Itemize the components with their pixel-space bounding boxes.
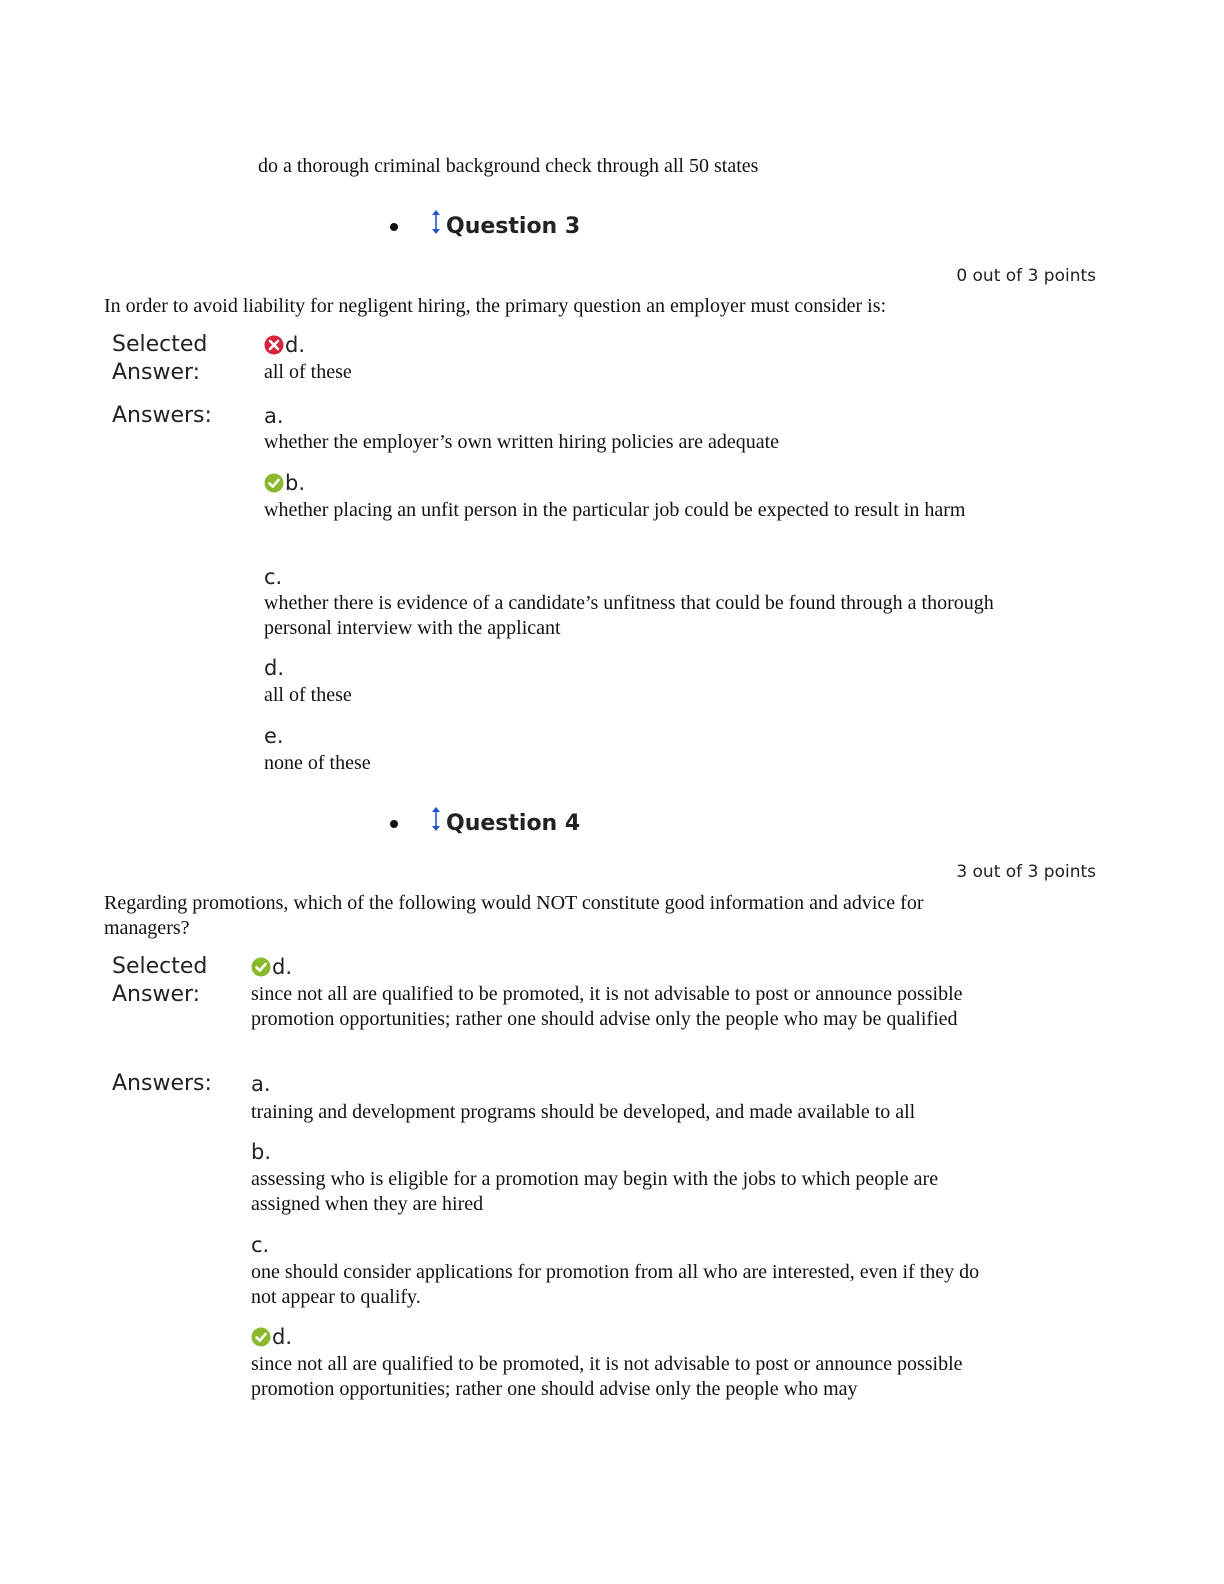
question-title: Question 4 xyxy=(446,810,581,836)
question-text: In order to avoid liability for negligent hiring, the primary question an employer must consider is: xyxy=(104,295,887,317)
question-points: 0 out of 3 points xyxy=(956,266,1096,286)
check-circle-icon xyxy=(264,473,284,493)
question-3-header xyxy=(390,210,580,242)
answers-label: Answers: xyxy=(112,403,212,428)
vertical-arrow-icon[interactable] xyxy=(430,209,442,235)
bullet xyxy=(390,223,398,231)
x-circle-icon xyxy=(264,335,284,355)
check-circle-icon xyxy=(251,957,271,977)
answer-text: one should consider applications for promotion from all who are interested, even if they do not appear to qualify. xyxy=(251,1261,980,1308)
selected-answer-letter: d. xyxy=(264,332,305,358)
answer-letter: a. xyxy=(264,404,284,428)
answer-letter: c. xyxy=(264,565,283,589)
answer-letter: c. xyxy=(251,1233,270,1257)
check-circle-icon xyxy=(251,1327,271,1347)
question-text: Regarding promotions, which of the following would NOT constitute good information and advice for managers? xyxy=(104,892,924,939)
answer-letter: d. xyxy=(264,656,285,680)
answer-letter: b. xyxy=(264,470,305,496)
question-points: 3 out of 3 points xyxy=(956,862,1096,882)
selected-answer-text: all of these xyxy=(264,361,352,383)
question-title: Question 3 xyxy=(446,213,581,239)
answer-text: whether there is evidence of a candidate’s unfitness that could be found through a thorough personal interview with the applicant xyxy=(264,592,994,639)
vertical-arrow-icon[interactable] xyxy=(430,806,442,832)
answer-text: all of these xyxy=(264,684,352,706)
answer-letter: a. xyxy=(251,1072,271,1096)
answer-letter: d. xyxy=(251,1324,292,1350)
answer-letter: b. xyxy=(251,1140,272,1164)
answers-label: Answers: xyxy=(112,1071,212,1096)
selected-answer-label: Selected Answer: xyxy=(112,332,208,385)
selected-answer-letter: d. xyxy=(251,954,292,980)
answer-text: assessing who is eligible for a promotion may begin with the jobs to which people are assigned when they are hired xyxy=(251,1168,939,1215)
answer-letter: e. xyxy=(264,724,284,748)
question-4-header xyxy=(390,807,580,839)
previous-answer-text: do a thorough criminal background check through all 50 states xyxy=(258,155,759,177)
answer-text: none of these xyxy=(264,752,371,774)
answer-text: whether the employer’s own written hiring policies are adequate xyxy=(264,431,780,453)
answer-text: since not all are qualified to be promoted, it is not advisable to post or announce possible promotion opportunities; rather one should advise only the people who may xyxy=(251,1353,963,1400)
selected-answer-text: since not all are qualified to be promoted, it is not advisable to post or announce possible promotion opportunities; rather one should advise only the people who may be qualified xyxy=(251,983,963,1030)
answer-text: training and development programs should be developed, and made available to all xyxy=(251,1101,916,1123)
bullet xyxy=(390,820,398,828)
answer-text: whether placing an unfit person in the particular job could be expected to result in harm xyxy=(264,499,966,521)
selected-answer-label: Selected Answer: xyxy=(112,954,208,1007)
